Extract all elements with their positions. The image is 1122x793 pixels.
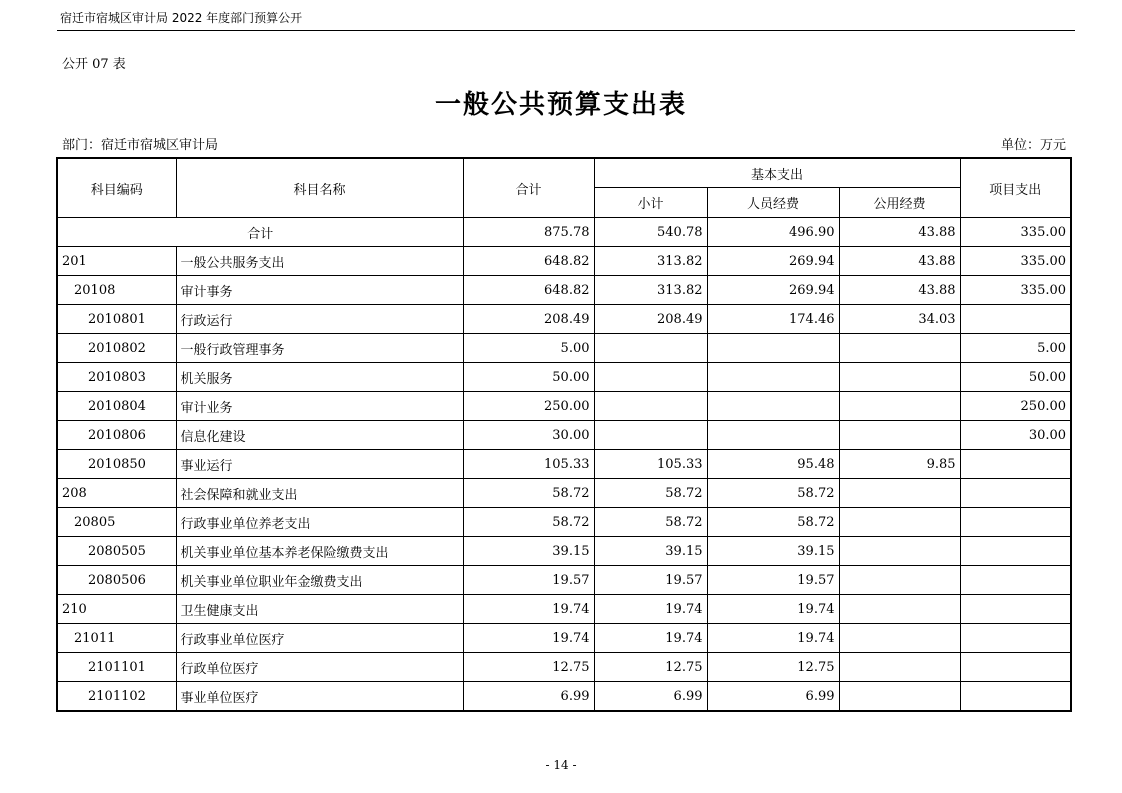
code-cell: 2101102 bbox=[57, 682, 176, 712]
code-cell: 2010850 bbox=[57, 450, 176, 479]
public-cell bbox=[839, 682, 960, 712]
table-row bbox=[57, 653, 1071, 682]
personnel-cell bbox=[707, 392, 839, 421]
project-cell: 5.00 bbox=[960, 334, 1071, 363]
running-title: 宿迁市宿城区审计局 2022 年度部门预算公开 bbox=[60, 11, 303, 25]
public-cell bbox=[839, 334, 960, 363]
code-cell: 20805 bbox=[57, 508, 176, 537]
subtotal-cell: 12.75 bbox=[594, 653, 707, 682]
project-cell: 335.00 bbox=[960, 276, 1071, 305]
table-row bbox=[57, 363, 1071, 392]
personnel-cell: 174.46 bbox=[707, 305, 839, 334]
table-row bbox=[57, 537, 1071, 566]
table-number: 公开 07 表 bbox=[62, 57, 126, 72]
unit-label: 单位：万元 bbox=[1000, 138, 1066, 153]
personnel-cell: 19.74 bbox=[707, 624, 839, 653]
total-cell: 5.00 bbox=[463, 334, 594, 363]
total-cell: 58.72 bbox=[463, 508, 594, 537]
subtotal-cell: 58.72 bbox=[594, 479, 707, 508]
code-cell: 2010803 bbox=[57, 363, 176, 392]
personnel-cell: 95.48 bbox=[707, 450, 839, 479]
name-cell: 事业单位医疗 bbox=[176, 682, 463, 712]
subtotal-cell: 58.72 bbox=[594, 508, 707, 537]
subtotal-cell bbox=[594, 421, 707, 450]
header-subtotal: 小计 bbox=[594, 188, 707, 218]
project-cell: 250.00 bbox=[960, 392, 1071, 421]
public-cell bbox=[839, 421, 960, 450]
subtotal-cell: 540.78 bbox=[594, 218, 707, 247]
subtotal-cell: 19.57 bbox=[594, 566, 707, 595]
code-cell: 2010806 bbox=[57, 421, 176, 450]
total-cell: 50.00 bbox=[463, 363, 594, 392]
project-cell bbox=[960, 653, 1071, 682]
total-row bbox=[57, 218, 1071, 247]
header-name: 科目名称 bbox=[176, 158, 463, 218]
project-cell bbox=[960, 479, 1071, 508]
name-cell: 机关事业单位职业年金缴费支出 bbox=[176, 566, 463, 595]
name-cell: 社会保障和就业支出 bbox=[176, 479, 463, 508]
personnel-cell: 496.90 bbox=[707, 218, 839, 247]
total-cell: 6.99 bbox=[463, 682, 594, 712]
project-cell bbox=[960, 450, 1071, 479]
code-cell: 2101101 bbox=[57, 653, 176, 682]
public-cell bbox=[839, 508, 960, 537]
public-cell bbox=[839, 537, 960, 566]
table-row bbox=[57, 624, 1071, 653]
name-cell: 事业运行 bbox=[176, 450, 463, 479]
code-cell: 2010801 bbox=[57, 305, 176, 334]
document-title: 一般公共预算支出表 bbox=[434, 90, 687, 120]
table-row bbox=[57, 566, 1071, 595]
table-row bbox=[57, 334, 1071, 363]
personnel-cell: 58.72 bbox=[707, 479, 839, 508]
total-cell: 105.33 bbox=[463, 450, 594, 479]
public-cell bbox=[839, 479, 960, 508]
name-cell: 行政事业单位养老支出 bbox=[176, 508, 463, 537]
public-cell: 34.03 bbox=[839, 305, 960, 334]
project-cell bbox=[960, 537, 1071, 566]
public-cell: 9.85 bbox=[839, 450, 960, 479]
code-cell: 208 bbox=[57, 479, 176, 508]
header-project: 项目支出 bbox=[960, 158, 1071, 218]
header-total: 合计 bbox=[463, 158, 594, 218]
personnel-cell: 39.15 bbox=[707, 537, 839, 566]
header-basic: 基本支出 bbox=[594, 158, 960, 188]
personnel-cell: 19.74 bbox=[707, 595, 839, 624]
code-cell: 2010804 bbox=[57, 392, 176, 421]
total-cell: 19.74 bbox=[463, 595, 594, 624]
total-cell: 648.82 bbox=[463, 276, 594, 305]
subtotal-cell: 105.33 bbox=[594, 450, 707, 479]
personnel-cell: 269.94 bbox=[707, 276, 839, 305]
project-cell bbox=[960, 682, 1071, 712]
total-cell: 250.00 bbox=[463, 392, 594, 421]
page-number: - 14 - bbox=[545, 758, 577, 772]
name-cell: 卫生健康支出 bbox=[176, 595, 463, 624]
table-row bbox=[57, 479, 1071, 508]
subtotal-cell bbox=[594, 363, 707, 392]
total-cell: 12.75 bbox=[463, 653, 594, 682]
table-row bbox=[57, 421, 1071, 450]
name-cell: 审计事务 bbox=[176, 276, 463, 305]
total-cell: 208.49 bbox=[463, 305, 594, 334]
public-cell bbox=[839, 392, 960, 421]
name-cell: 行政单位医疗 bbox=[176, 653, 463, 682]
name-cell: 审计业务 bbox=[176, 392, 463, 421]
public-cell bbox=[839, 566, 960, 595]
total-cell: 648.82 bbox=[463, 247, 594, 276]
table-row bbox=[57, 305, 1071, 334]
project-cell bbox=[960, 595, 1071, 624]
project-cell: 335.00 bbox=[960, 247, 1071, 276]
subtotal-cell: 313.82 bbox=[594, 276, 707, 305]
name-cell: 行政事业单位医疗 bbox=[176, 624, 463, 653]
budget-table bbox=[56, 157, 1072, 712]
public-cell bbox=[839, 595, 960, 624]
personnel-cell: 269.94 bbox=[707, 247, 839, 276]
code-cell: 201 bbox=[57, 247, 176, 276]
name-cell: 信息化建设 bbox=[176, 421, 463, 450]
personnel-cell: 19.57 bbox=[707, 566, 839, 595]
code-cell: 210 bbox=[57, 595, 176, 624]
personnel-cell: 6.99 bbox=[707, 682, 839, 712]
project-cell bbox=[960, 305, 1071, 334]
personnel-cell: 58.72 bbox=[707, 508, 839, 537]
personnel-cell bbox=[707, 421, 839, 450]
code-cell: 2010802 bbox=[57, 334, 176, 363]
table-row bbox=[57, 392, 1071, 421]
header-public: 公用经费 bbox=[839, 188, 960, 218]
public-cell: 43.88 bbox=[839, 276, 960, 305]
personnel-cell bbox=[707, 334, 839, 363]
public-cell bbox=[839, 624, 960, 653]
table-row bbox=[57, 450, 1071, 479]
subtotal-cell: 6.99 bbox=[594, 682, 707, 712]
public-cell: 43.88 bbox=[839, 247, 960, 276]
name-cell: 机关服务 bbox=[176, 363, 463, 392]
project-cell: 50.00 bbox=[960, 363, 1071, 392]
code-cell: 2080506 bbox=[57, 566, 176, 595]
project-cell bbox=[960, 566, 1071, 595]
subtotal-cell: 19.74 bbox=[594, 624, 707, 653]
table-row bbox=[57, 247, 1071, 276]
subtotal-cell: 313.82 bbox=[594, 247, 707, 276]
code-cell: 21011 bbox=[57, 624, 176, 653]
subtotal-cell: 208.49 bbox=[594, 305, 707, 334]
table-row bbox=[57, 595, 1071, 624]
name-cell: 一般公共服务支出 bbox=[176, 247, 463, 276]
header-personnel: 人员经费 bbox=[707, 188, 839, 218]
table-row bbox=[57, 508, 1071, 537]
table-row bbox=[57, 276, 1071, 305]
total-cell: 19.57 bbox=[463, 566, 594, 595]
header-code: 科目编码 bbox=[57, 158, 176, 218]
header-rule bbox=[57, 30, 1075, 31]
project-cell: 30.00 bbox=[960, 421, 1071, 450]
project-cell bbox=[960, 508, 1071, 537]
public-cell bbox=[839, 653, 960, 682]
total-cell: 58.72 bbox=[463, 479, 594, 508]
subtotal-cell: 39.15 bbox=[594, 537, 707, 566]
personnel-cell: 12.75 bbox=[707, 653, 839, 682]
project-cell bbox=[960, 624, 1071, 653]
name-cell: 机关事业单位基本养老保险缴费支出 bbox=[176, 537, 463, 566]
name-cell: 行政运行 bbox=[176, 305, 463, 334]
total-cell: 19.74 bbox=[463, 624, 594, 653]
table-row bbox=[57, 682, 1071, 712]
total-label: 合计 bbox=[57, 218, 463, 247]
total-cell: 875.78 bbox=[463, 218, 594, 247]
subtotal-cell bbox=[594, 334, 707, 363]
personnel-cell bbox=[707, 363, 839, 392]
project-cell: 335.00 bbox=[960, 218, 1071, 247]
total-cell: 30.00 bbox=[463, 421, 594, 450]
name-cell: 一般行政管理事务 bbox=[176, 334, 463, 363]
public-cell: 43.88 bbox=[839, 218, 960, 247]
subtotal-cell: 19.74 bbox=[594, 595, 707, 624]
total-cell: 39.15 bbox=[463, 537, 594, 566]
public-cell bbox=[839, 363, 960, 392]
department-label: 部门：宿迁市宿城区审计局 bbox=[62, 138, 219, 153]
code-cell: 2080505 bbox=[57, 537, 176, 566]
subtotal-cell bbox=[594, 392, 707, 421]
code-cell: 20108 bbox=[57, 276, 176, 305]
